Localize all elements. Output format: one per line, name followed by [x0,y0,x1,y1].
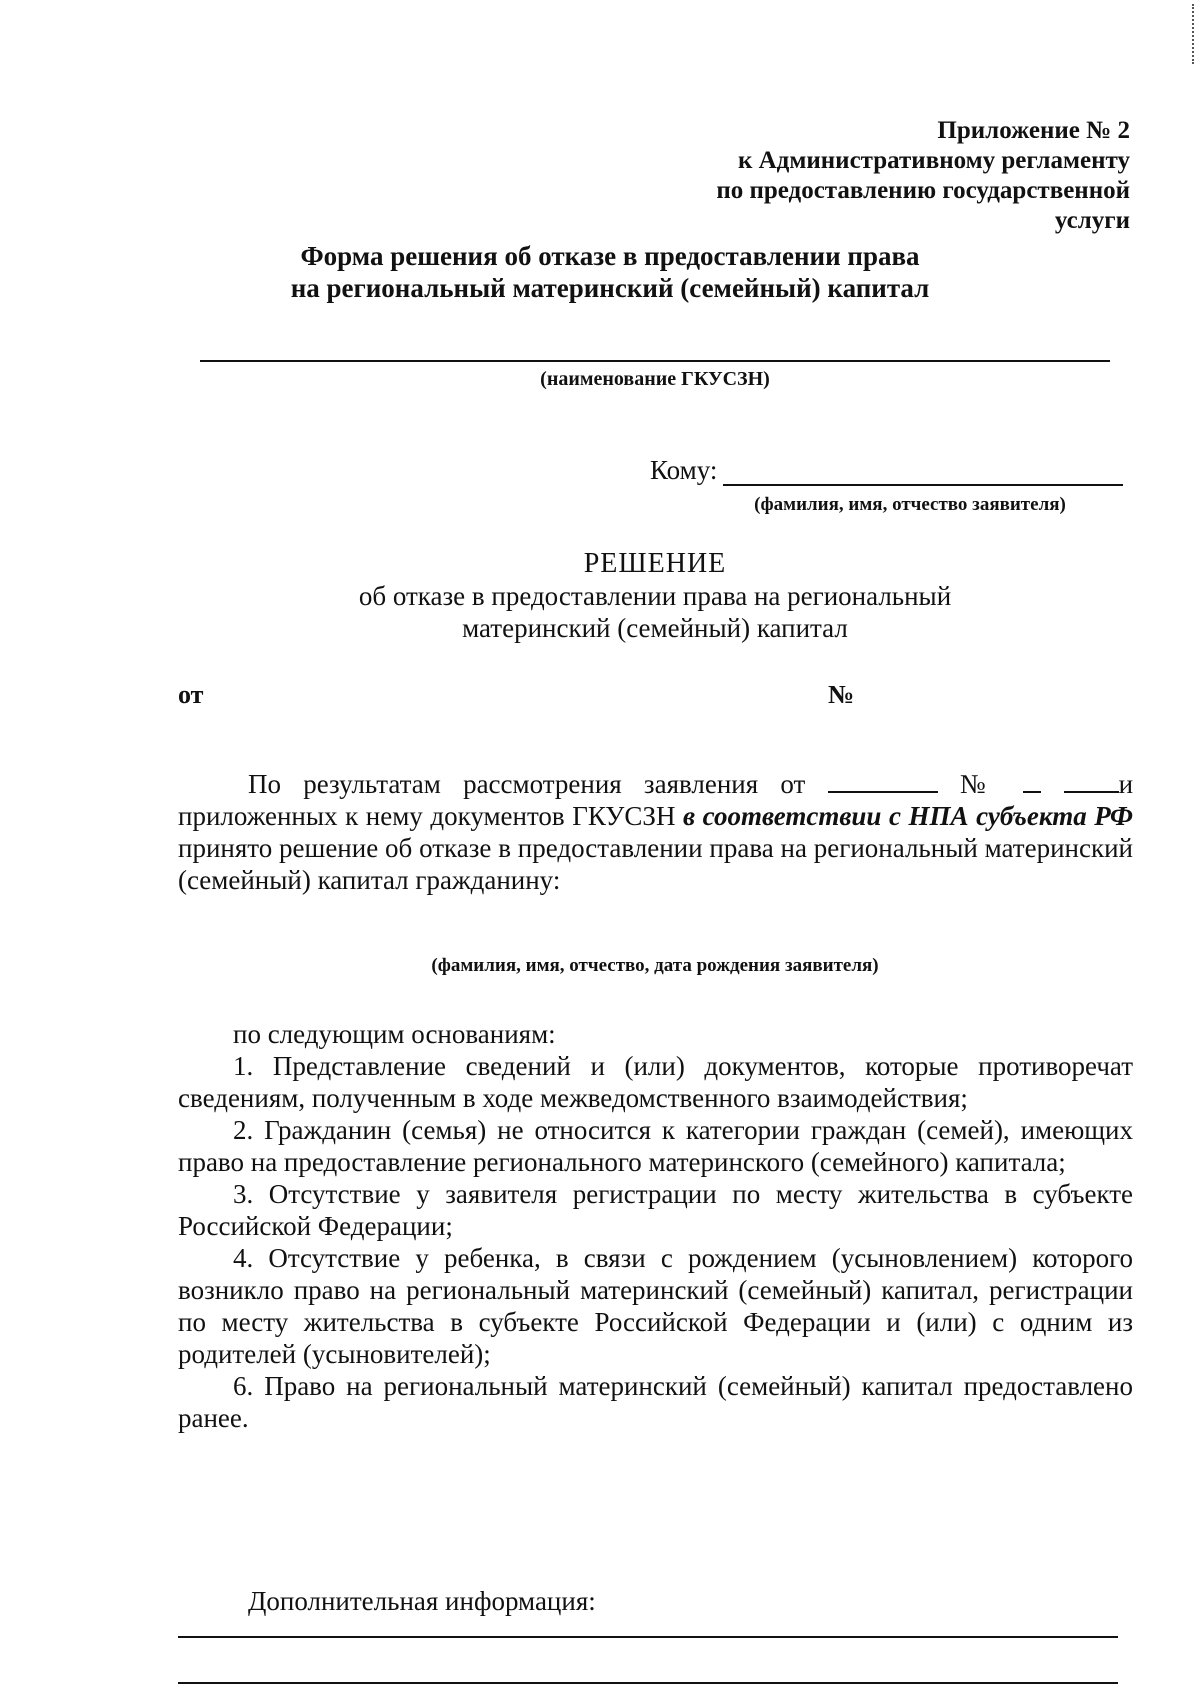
application-number-blank-1 [1023,769,1041,793]
form-title-line-2: на региональный материнский (семейный) капитал [290,273,930,303]
ground-item-2: 2. Гражданин (семья) не относится к категории граждан (семей), имеющих право на предоставление регионального материнского (семейного) капитала; [178,1115,1133,1177]
main-paragraph [178,768,1133,896]
recipient-label: Кому: [650,455,718,485]
gkuszn-name-line [200,360,1110,362]
applicant-caption: (фамилия, имя, отчество, дата рождения заявителя) [431,955,879,976]
form-title-line-1: Форма решения об отказе в предоставлении права [300,241,920,271]
appendix-header [600,116,1130,236]
main-paragraph-italic: в соответствии с НПА субъекта РФ [683,801,1133,831]
main-paragraph-part-2: и [1118,769,1134,799]
application-number-blank-2 [1064,769,1119,793]
appendix-line-3: по предоставлению государственной [716,177,1130,204]
ground-item-6: 6. Право на региональный материнский (семейный) капитал предоставлено ранее. [178,1371,1133,1433]
number-label: № [828,680,855,709]
decision-subtitle-2: материнский (семейный) капитал [462,613,848,643]
appendix-line-2: к Административному регламенту [737,147,1130,174]
appendix-line-1: Приложение № 2 [937,117,1130,144]
grounds-lead: по следующим основаниям: [233,1019,556,1049]
grounds-section [178,1018,1133,1434]
main-paragraph-part-3: приложенных к нему документов ГКУСЗН [178,801,676,831]
decision-heading [200,548,1110,644]
additional-info-line-2 [178,1682,1118,1684]
recipient-caption: (фамилия, имя, отчество заявителя) [754,494,1066,515]
ground-item-4: 4. Отсутствие у ребенка, в связи с рождением (усыновлением) которого возникло право на региональный материнский (семейный) капитал, регистрации по месту жительства в субъекте Российской Федерации и (или) с одним из родителей (усыновителей); [178,1243,1133,1369]
application-date-blank [828,769,938,793]
date-label: от [178,680,204,709]
gkuszn-caption: (наименование ГКУСЗН) [540,368,770,390]
main-paragraph-part-1: По результатам рассмотрения заявления от [248,769,806,799]
main-paragraph-no-sign: № [959,769,1002,799]
scan-edge-mark [1170,4,1194,64]
decision-title: РЕШЕНИЕ [583,548,727,579]
main-paragraph-part-4: принято решение об отказе в предоставлении права на региональный материнский (семейный) капитал гражданину: [178,833,1133,895]
additional-info-line-1 [178,1636,1118,1638]
recipient-line [723,458,1123,486]
additional-info-label: Дополнительная информация: [248,1586,596,1616]
recipient-row [650,455,1123,486]
ground-item-3: 3. Отсутствие у заявителя регистрации по месту жительства в субъекте Российской Федерации; [178,1179,1133,1241]
decision-subtitle-1: об отказе в предоставлении права на региональный [358,581,952,611]
ground-item-1: 1. Представление сведений и (или) документов, которые противоречат сведениям, полученным в ходе межведомственного взаимодействия; [178,1051,1133,1113]
form-title [240,240,980,304]
appendix-line-4: услуги [1054,207,1130,234]
